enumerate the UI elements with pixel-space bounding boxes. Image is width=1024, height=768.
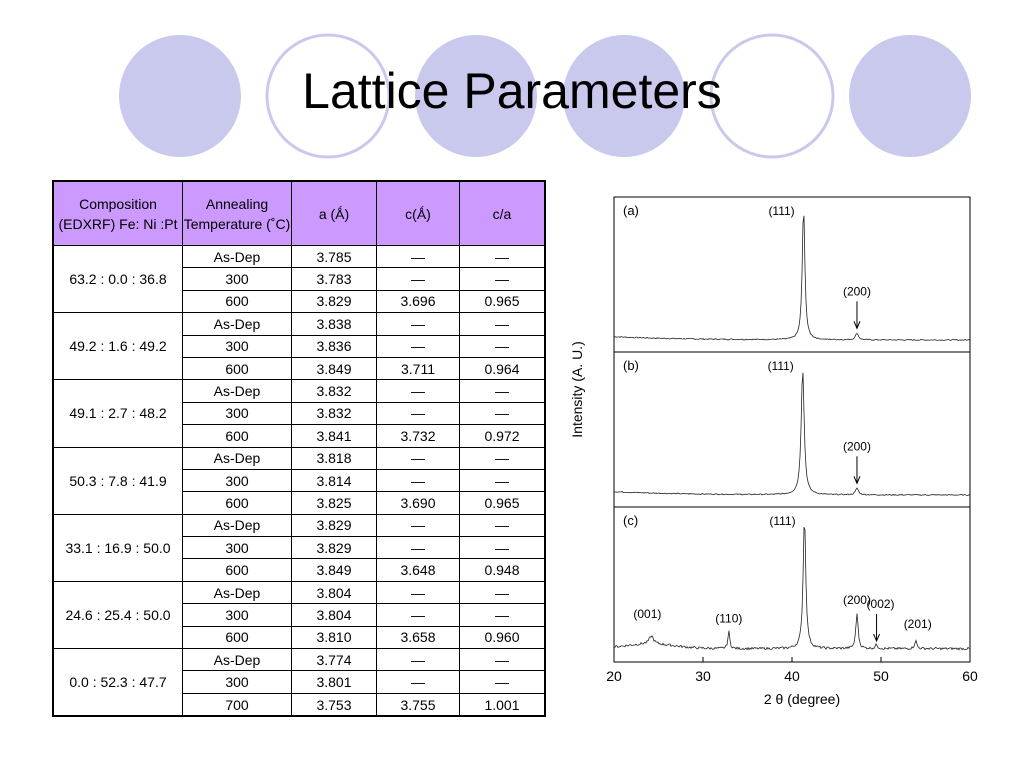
a-cell: 3.829: [292, 537, 377, 559]
composition-cell: 49.1 : 2.7 : 48.2: [53, 380, 183, 447]
ca-cell: 0.965: [460, 290, 546, 312]
a-cell: 3.804: [292, 604, 377, 626]
temperature-cell: 300: [183, 268, 292, 290]
ca-cell: —: [460, 402, 546, 424]
c-cell: 3.755: [377, 693, 460, 716]
xrd-trace: [614, 527, 970, 650]
temperature-cell: 300: [183, 335, 292, 357]
c-cell: —: [377, 402, 460, 424]
c-cell: 3.648: [377, 559, 460, 581]
xrd-trace: [614, 373, 970, 496]
a-cell: 3.774: [292, 649, 377, 671]
temperature-cell: 600: [183, 425, 292, 447]
a-cell: 3.753: [292, 693, 377, 716]
ca-cell: —: [460, 514, 546, 536]
composition-cell: 49.2 : 1.6 : 49.2: [53, 313, 183, 380]
ca-cell: —: [460, 313, 546, 335]
c-cell: —: [377, 268, 460, 290]
temperature-cell: 700: [183, 693, 292, 716]
peak-label: (200): [842, 593, 871, 608]
panel-label: (c): [623, 513, 639, 528]
c-cell: —: [377, 581, 460, 603]
panel-label: (a): [623, 203, 639, 218]
ca-cell: 0.964: [460, 357, 546, 379]
temperature-cell: As-Dep: [183, 313, 292, 335]
panel-frame: [614, 507, 970, 662]
a-cell: 3.801: [292, 671, 377, 693]
table-row: [53, 514, 545, 536]
c-cell: —: [377, 469, 460, 491]
composition-cell: 63.2 : 0.0 : 36.8: [53, 246, 183, 313]
x-tick-label: 30: [695, 668, 711, 684]
ca-cell: —: [460, 447, 546, 469]
table-row: [53, 581, 545, 603]
table-row: [53, 447, 545, 469]
peak-label: (001): [633, 607, 662, 622]
c-cell: —: [377, 313, 460, 335]
table-row: [53, 246, 545, 268]
ca-cell: —: [460, 537, 546, 559]
peak-label: (111): [768, 204, 795, 218]
a-cell: 3.825: [292, 492, 377, 514]
temperature-cell: As-Dep: [183, 246, 292, 268]
temperature-cell: 600: [183, 492, 292, 514]
table-header-row: [53, 181, 545, 246]
c-cell: —: [377, 246, 460, 268]
c-cell: 3.658: [377, 626, 460, 648]
ca-cell: —: [460, 604, 546, 626]
table-row: [53, 380, 545, 402]
peak-label: (111): [767, 359, 794, 373]
peak-label: (201): [903, 617, 932, 632]
c-cell: —: [377, 514, 460, 536]
composition-cell: 33.1 : 16.9 : 50.0: [53, 514, 183, 581]
a-cell: 3.810: [292, 626, 377, 648]
a-cell: 3.836: [292, 335, 377, 357]
ca-cell: —: [460, 246, 546, 268]
x-tick-label: 20: [606, 668, 622, 684]
peak-label: (200): [842, 439, 871, 454]
header-c: c(Ǻ): [377, 181, 460, 246]
peak-label: (110): [715, 611, 743, 626]
slide-title: Lattice Parameters: [302, 63, 722, 119]
ca-cell: —: [460, 335, 546, 357]
a-cell: 3.841: [292, 425, 377, 447]
x-tick-label: 60: [962, 668, 978, 684]
a-cell: 3.832: [292, 402, 377, 424]
table-body: [53, 246, 545, 717]
y-axis-label: Intensity (A. U.): [569, 341, 585, 438]
c-cell: —: [377, 447, 460, 469]
c-cell: —: [377, 671, 460, 693]
table-row: [53, 313, 545, 335]
temperature-cell: 300: [183, 537, 292, 559]
ca-cell: 0.960: [460, 626, 546, 648]
ca-cell: 1.001: [460, 693, 546, 716]
a-cell: 3.785: [292, 246, 377, 268]
c-cell: —: [377, 537, 460, 559]
c-cell: 3.711: [377, 357, 460, 379]
c-cell: —: [377, 604, 460, 626]
x-tick-label: 50: [873, 668, 889, 684]
a-cell: 3.814: [292, 469, 377, 491]
a-cell: 3.849: [292, 559, 377, 581]
x-tick-label: 40: [784, 668, 800, 684]
header-a: a (Ǻ): [292, 181, 377, 246]
temperature-cell: As-Dep: [183, 581, 292, 603]
ca-cell: —: [460, 380, 546, 402]
temperature-cell: 300: [183, 671, 292, 693]
temperature-cell: As-Dep: [183, 380, 292, 402]
panel-frame: [614, 352, 970, 507]
xrd-chart: [560, 185, 1000, 725]
peak-label: (200): [842, 284, 871, 299]
a-cell: 3.783: [292, 268, 377, 290]
a-cell: 3.829: [292, 514, 377, 536]
temperature-cell: As-Dep: [183, 649, 292, 671]
header-annealing: Annealing Temperature (˚C): [183, 181, 292, 246]
a-cell: 3.829: [292, 290, 377, 312]
ca-cell: —: [460, 268, 546, 290]
ca-cell: —: [460, 671, 546, 693]
panel-frame: [614, 197, 970, 352]
ca-cell: —: [460, 581, 546, 603]
c-cell: —: [377, 335, 460, 357]
temperature-cell: 600: [183, 357, 292, 379]
c-cell: 3.690: [377, 492, 460, 514]
table-row: [53, 649, 545, 671]
xrd-trace: [614, 216, 970, 341]
composition-cell: 50.3 : 7.8 : 41.9: [53, 447, 183, 514]
a-cell: 3.804: [292, 581, 377, 603]
temperature-cell: 300: [183, 469, 292, 491]
temperature-cell: 300: [183, 604, 292, 626]
c-cell: —: [377, 649, 460, 671]
peak-label: (002): [866, 597, 895, 612]
ca-cell: 0.948: [460, 559, 546, 581]
x-axis-label: 2 θ (degree): [763, 691, 841, 707]
temperature-cell: 600: [183, 626, 292, 648]
peak-label: (111): [769, 514, 796, 528]
header-ca: c/a: [460, 181, 546, 246]
ca-cell: —: [460, 469, 546, 491]
ca-cell: 0.972: [460, 425, 546, 447]
panel-label: (b): [623, 358, 639, 373]
composition-cell: 0.0 : 52.3 : 47.7: [53, 649, 183, 717]
ca-cell: —: [460, 649, 546, 671]
temperature-cell: 600: [183, 559, 292, 581]
temperature-cell: As-Dep: [183, 447, 292, 469]
a-cell: 3.832: [292, 380, 377, 402]
temperature-cell: 600: [183, 290, 292, 312]
a-cell: 3.849: [292, 357, 377, 379]
ca-cell: 0.965: [460, 492, 546, 514]
lattice-table: [52, 180, 546, 717]
composition-cell: 24.6 : 25.4 : 50.0: [53, 581, 183, 648]
a-cell: 3.838: [292, 313, 377, 335]
temperature-cell: 300: [183, 402, 292, 424]
c-cell: 3.696: [377, 290, 460, 312]
temperature-cell: As-Dep: [183, 514, 292, 536]
c-cell: —: [377, 380, 460, 402]
a-cell: 3.818: [292, 447, 377, 469]
header-composition: Composition (EDXRF) Fe: Ni :Pt: [53, 181, 183, 246]
c-cell: 3.732: [377, 425, 460, 447]
